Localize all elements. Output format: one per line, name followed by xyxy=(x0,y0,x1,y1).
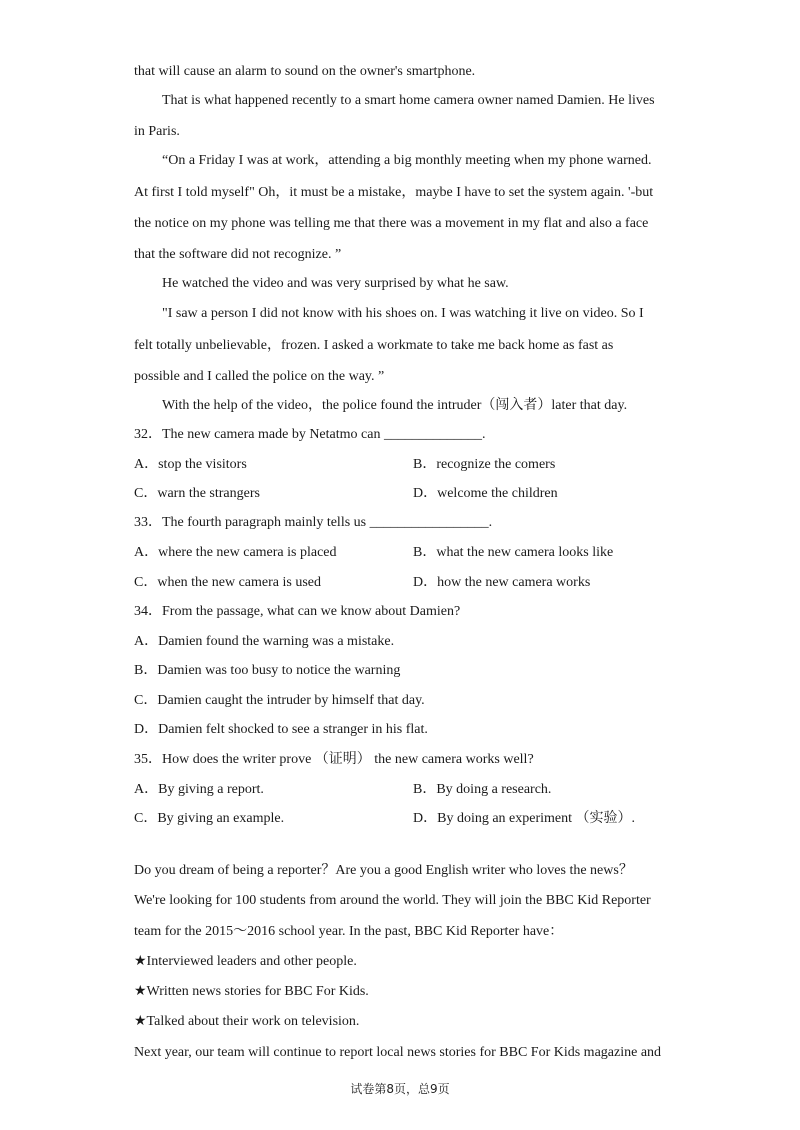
passage-line: With the help of the video，the police found the intruder（闯入者）later that day. xyxy=(162,398,628,413)
option-c: C．By giving an example. xyxy=(134,811,285,826)
question-stem: 33．The fourth paragraph mainly tells us _________________. xyxy=(134,515,493,530)
passage-line: We're looking for 100 students from around the world. They will join the BBC Kid Reporter xyxy=(134,893,651,908)
option-b: B．By doing a research. xyxy=(413,782,552,797)
option-a: A．where the new camera is placed xyxy=(134,545,337,560)
option-c: C．warn the strangers xyxy=(134,486,260,501)
option-c: C．Damien caught the intruder by himself that day. xyxy=(134,693,425,708)
option-b: B．recognize the comers xyxy=(413,457,556,472)
option-b: B．Damien was too busy to notice the warning xyxy=(134,663,401,678)
option-a: A．By giving a report. xyxy=(134,782,264,797)
option-d: D．By doing an experiment （实验）. xyxy=(413,811,636,826)
passage-line: felt totally unbelievable，frozen. I asked a workmate to take me back home as fast as xyxy=(134,338,614,353)
option-a: A．stop the visitors xyxy=(134,457,247,472)
question-stem: 34．From the passage, what can we know about Damien? xyxy=(134,604,461,619)
question-stem: 32．The new camera made by Netatmo can ______________. xyxy=(134,427,486,442)
passage-line: At first I told myself" Oh，it must be a mistake，maybe I have to set the system again. '-but xyxy=(134,185,654,200)
passage-line: Do you dream of being a reporter？Are you a good English writer who loves the news？ xyxy=(134,863,633,878)
passage-line: He watched the video and was very surprised by what he saw. xyxy=(162,276,509,291)
page-footer: 试卷第8页，总9页 xyxy=(350,1082,450,1096)
passage-line: in Paris. xyxy=(134,124,180,139)
bullet-item: ★Interviewed leaders and other people. xyxy=(134,954,357,969)
bullet-item: ★Talked about their work on television. xyxy=(134,1014,360,1029)
passage-line: possible and I called the police on the way. ” xyxy=(134,369,385,384)
option-b: B．what the new camera looks like xyxy=(413,545,614,560)
passage-line: Next year, our team will continue to report local news stories for BBC For Kids magazine and xyxy=(134,1045,662,1060)
option-c: C．when the new camera is used xyxy=(134,575,321,590)
option-d: D．Damien felt shocked to see a stranger in his flat. xyxy=(134,722,428,737)
option-d: D．welcome the children xyxy=(413,486,558,501)
option-d: D．how the new camera works xyxy=(413,575,591,590)
passage-line: “On a Friday I was at work，attending a big monthly meeting when my phone warned. xyxy=(162,153,652,168)
question-stem: 35．How does the writer prove （证明） the new camera works well? xyxy=(134,752,534,767)
passage-line: the notice on my phone was telling me that there was a movement in my flat and also a face xyxy=(134,216,649,231)
passage-line: That is what happened recently to a smart home camera owner named Damien. He lives xyxy=(162,93,655,108)
passage-line: that the software did not recognize. ” xyxy=(134,247,342,262)
bullet-item: ★Written news stories for BBC For Kids. xyxy=(134,984,369,999)
option-a: A．Damien found the warning was a mistake. xyxy=(134,634,395,649)
passage-line: team for the 2015～2016 school year. In the past, BBC Kid Reporter have： xyxy=(134,924,564,939)
passage-line: that will cause an alarm to sound on the owner's smartphone. xyxy=(134,64,476,79)
passage-line: "I saw a person I did not know with his shoes on. I was watching it live on video. So I xyxy=(162,306,644,321)
